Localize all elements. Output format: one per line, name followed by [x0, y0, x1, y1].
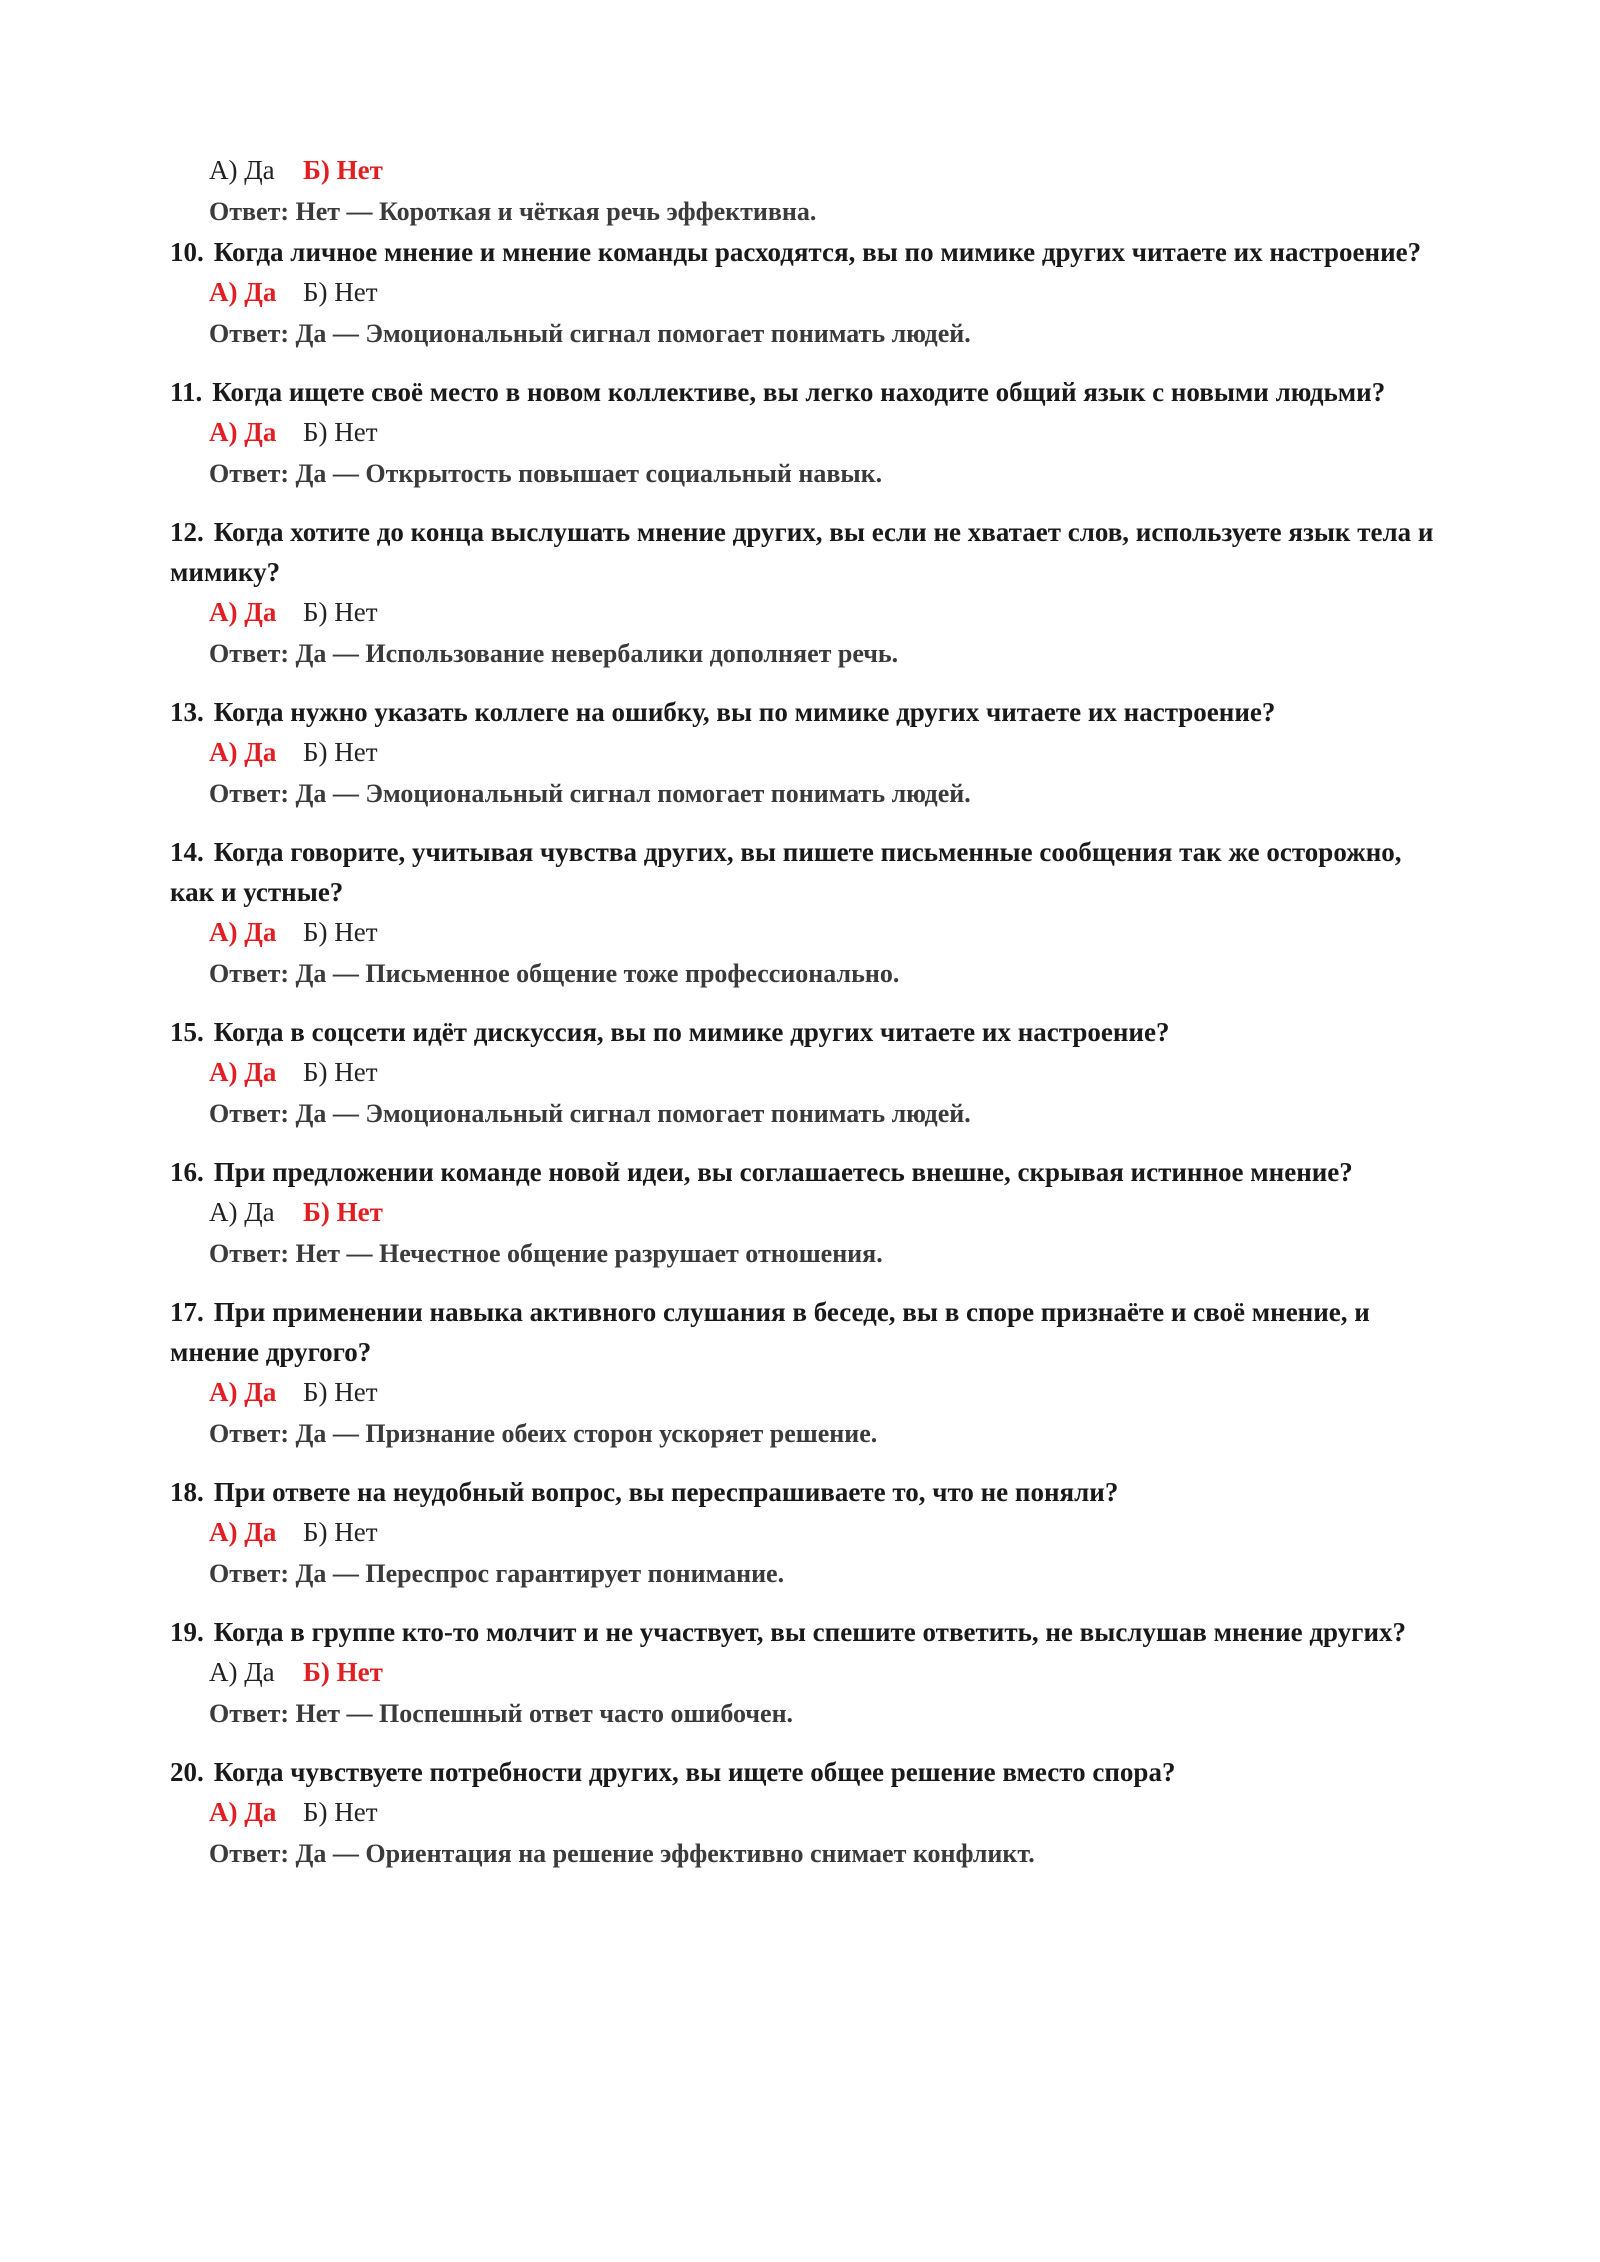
question-block — [170, 832, 1440, 994]
question-block — [170, 692, 1440, 814]
answer-explanation: Ответ: Да — Эмоциональный сигнал помогает понимать людей. — [209, 779, 971, 808]
option-b: Б) Нет — [303, 1517, 378, 1547]
question-text — [170, 692, 1440, 732]
answer-options — [209, 1372, 1440, 1412]
question-list — [170, 232, 1440, 1874]
option-a: А) Да — [209, 1797, 277, 1827]
answer-options — [209, 1052, 1440, 1092]
question-text — [170, 1012, 1440, 1052]
question-text — [170, 1752, 1440, 1792]
question-block — [170, 1152, 1440, 1274]
option-a: А) Да — [209, 1657, 275, 1687]
question-block — [170, 372, 1440, 494]
question-body: При ответе на неудобный вопрос, вы переспрашиваете то, что не поняли? — [213, 1477, 1119, 1507]
option-a: А) Да — [209, 1517, 277, 1547]
option-a: А) Да — [209, 277, 277, 307]
question-body: Когда личное мнение и мнение команды расходятся, вы по мимике других читаете их настроение? — [213, 237, 1422, 267]
answer-options — [209, 732, 1440, 772]
answer-explanation: Ответ: Нет — Поспешный ответ часто ошибочен. — [209, 1699, 794, 1728]
option-b: Б) Нет — [303, 917, 378, 947]
question-text — [170, 1472, 1440, 1512]
option-b: Б) Нет — [303, 417, 378, 447]
option-b: Б) Нет — [303, 1197, 383, 1227]
question-text — [170, 1292, 1440, 1372]
question-block — [170, 512, 1440, 674]
question-body: Когда нужно указать коллеге на ошибку, вы по мимике других читаете их настроение? — [213, 697, 1276, 727]
answer-options — [209, 592, 1440, 632]
option-b: Б) Нет — [303, 277, 378, 307]
answer-options — [209, 1652, 1440, 1692]
question-text — [170, 232, 1440, 272]
option-a: А) Да — [209, 737, 277, 767]
question-block — [170, 1012, 1440, 1134]
question-block — [170, 1472, 1440, 1594]
answer-options — [209, 1512, 1440, 1552]
option-a: А) Да — [209, 917, 277, 947]
option-b: Б) Нет — [303, 155, 383, 185]
answer-explanation: Ответ: Да — Открытость повышает социальный навык. — [209, 459, 883, 488]
answer-options — [209, 912, 1440, 952]
answer-explanation: Ответ: Да — Эмоциональный сигнал помогает понимать людей. — [209, 319, 971, 348]
question-body: При применении навыка активного слушания в беседе, вы в споре признаёте и своё мнение, и мнение другого? — [170, 1297, 1370, 1367]
question-block — [170, 1612, 1440, 1734]
answer-explanation: Ответ: Да — Эмоциональный сигнал помогает понимать людей. — [209, 1099, 971, 1128]
question-text — [170, 372, 1440, 412]
answer-options — [209, 412, 1440, 452]
question-number: 15. — [170, 1017, 204, 1047]
question-number: 12. — [170, 517, 204, 547]
question-block — [170, 232, 1440, 354]
question-body: Когда говорите, учитывая чувства других, вы пишете письменные сообщения так же осторожно, как и устные? — [170, 837, 1402, 907]
option-b: Б) Нет — [303, 1797, 378, 1827]
answer-explanation: Ответ: Да — Использование невербалики дополняет речь. — [209, 639, 899, 668]
option-a: А) Да — [209, 1057, 277, 1087]
option-b: Б) Нет — [303, 597, 378, 627]
answer-explanation: Ответ: Нет — Нечестное общение разрушает отношения. — [209, 1239, 883, 1268]
option-b: Б) Нет — [303, 1057, 378, 1087]
answer-explanation: Ответ: Нет — Короткая и чёткая речь эффективна. — [209, 197, 817, 226]
question-body: Когда хотите до конца выслушать мнение других, вы если не хватает слов, используете язык тела и мимику? — [170, 517, 1434, 587]
question-text — [170, 1612, 1440, 1652]
question-number: 14. — [170, 837, 204, 867]
question-block — [170, 1752, 1440, 1874]
option-a: А) Да — [209, 417, 277, 447]
option-b: Б) Нет — [303, 737, 378, 767]
question-body: Когда ищете своё место в новом коллективе, вы легко находите общий язык с новыми людьми? — [212, 377, 1386, 407]
option-a: А) Да — [209, 1197, 275, 1227]
question-number: 13. — [170, 697, 204, 727]
answer-options — [209, 272, 1440, 312]
question-number: 19. — [170, 1617, 204, 1647]
question-text — [170, 1152, 1440, 1192]
question-text — [170, 832, 1440, 912]
answer-explanation: Ответ: Да — Переспрос гарантирует понимание. — [209, 1559, 785, 1588]
question-body: Когда в группе кто-то молчит и не участвует, вы спешите ответить, не выслушав мнение других? — [213, 1617, 1406, 1647]
answer-explanation: Ответ: Да — Ориентация на решение эффективно снимает конфликт. — [209, 1839, 1035, 1868]
question-body: При предложении команде новой идеи, вы соглашаетесь внешне, скрывая истинное мнение? — [213, 1157, 1353, 1187]
answer-explanation: Ответ: Да — Письменное общение тоже профессионально. — [209, 959, 900, 988]
answer-options — [209, 1192, 1440, 1232]
option-a: А) Да — [209, 1377, 277, 1407]
answer-options — [209, 1792, 1440, 1832]
question-block — [170, 1292, 1440, 1454]
question-number: 10. — [170, 237, 204, 267]
question-number: 18. — [170, 1477, 204, 1507]
answer-explanation: Ответ: Да — Признание обеих сторон ускоряет решение. — [209, 1419, 878, 1448]
lead-question-block — [170, 150, 1440, 232]
question-number: 20. — [170, 1757, 204, 1787]
answer-options — [209, 150, 1440, 190]
option-a: А) Да — [209, 597, 277, 627]
document-page — [170, 150, 1440, 1874]
question-text — [170, 512, 1440, 592]
option-a: А) Да — [209, 155, 275, 185]
option-b: Б) Нет — [303, 1657, 383, 1687]
question-number: 16. — [170, 1157, 204, 1187]
option-b: Б) Нет — [303, 1377, 378, 1407]
question-number: 17. — [170, 1297, 204, 1327]
question-body: Когда чувствуете потребности других, вы ищете общее решение вместо спора? — [213, 1757, 1176, 1787]
question-number: 11. — [170, 377, 203, 407]
question-body: Когда в соцсети идёт дискуссия, вы по мимике других читаете их настроение? — [213, 1017, 1170, 1047]
